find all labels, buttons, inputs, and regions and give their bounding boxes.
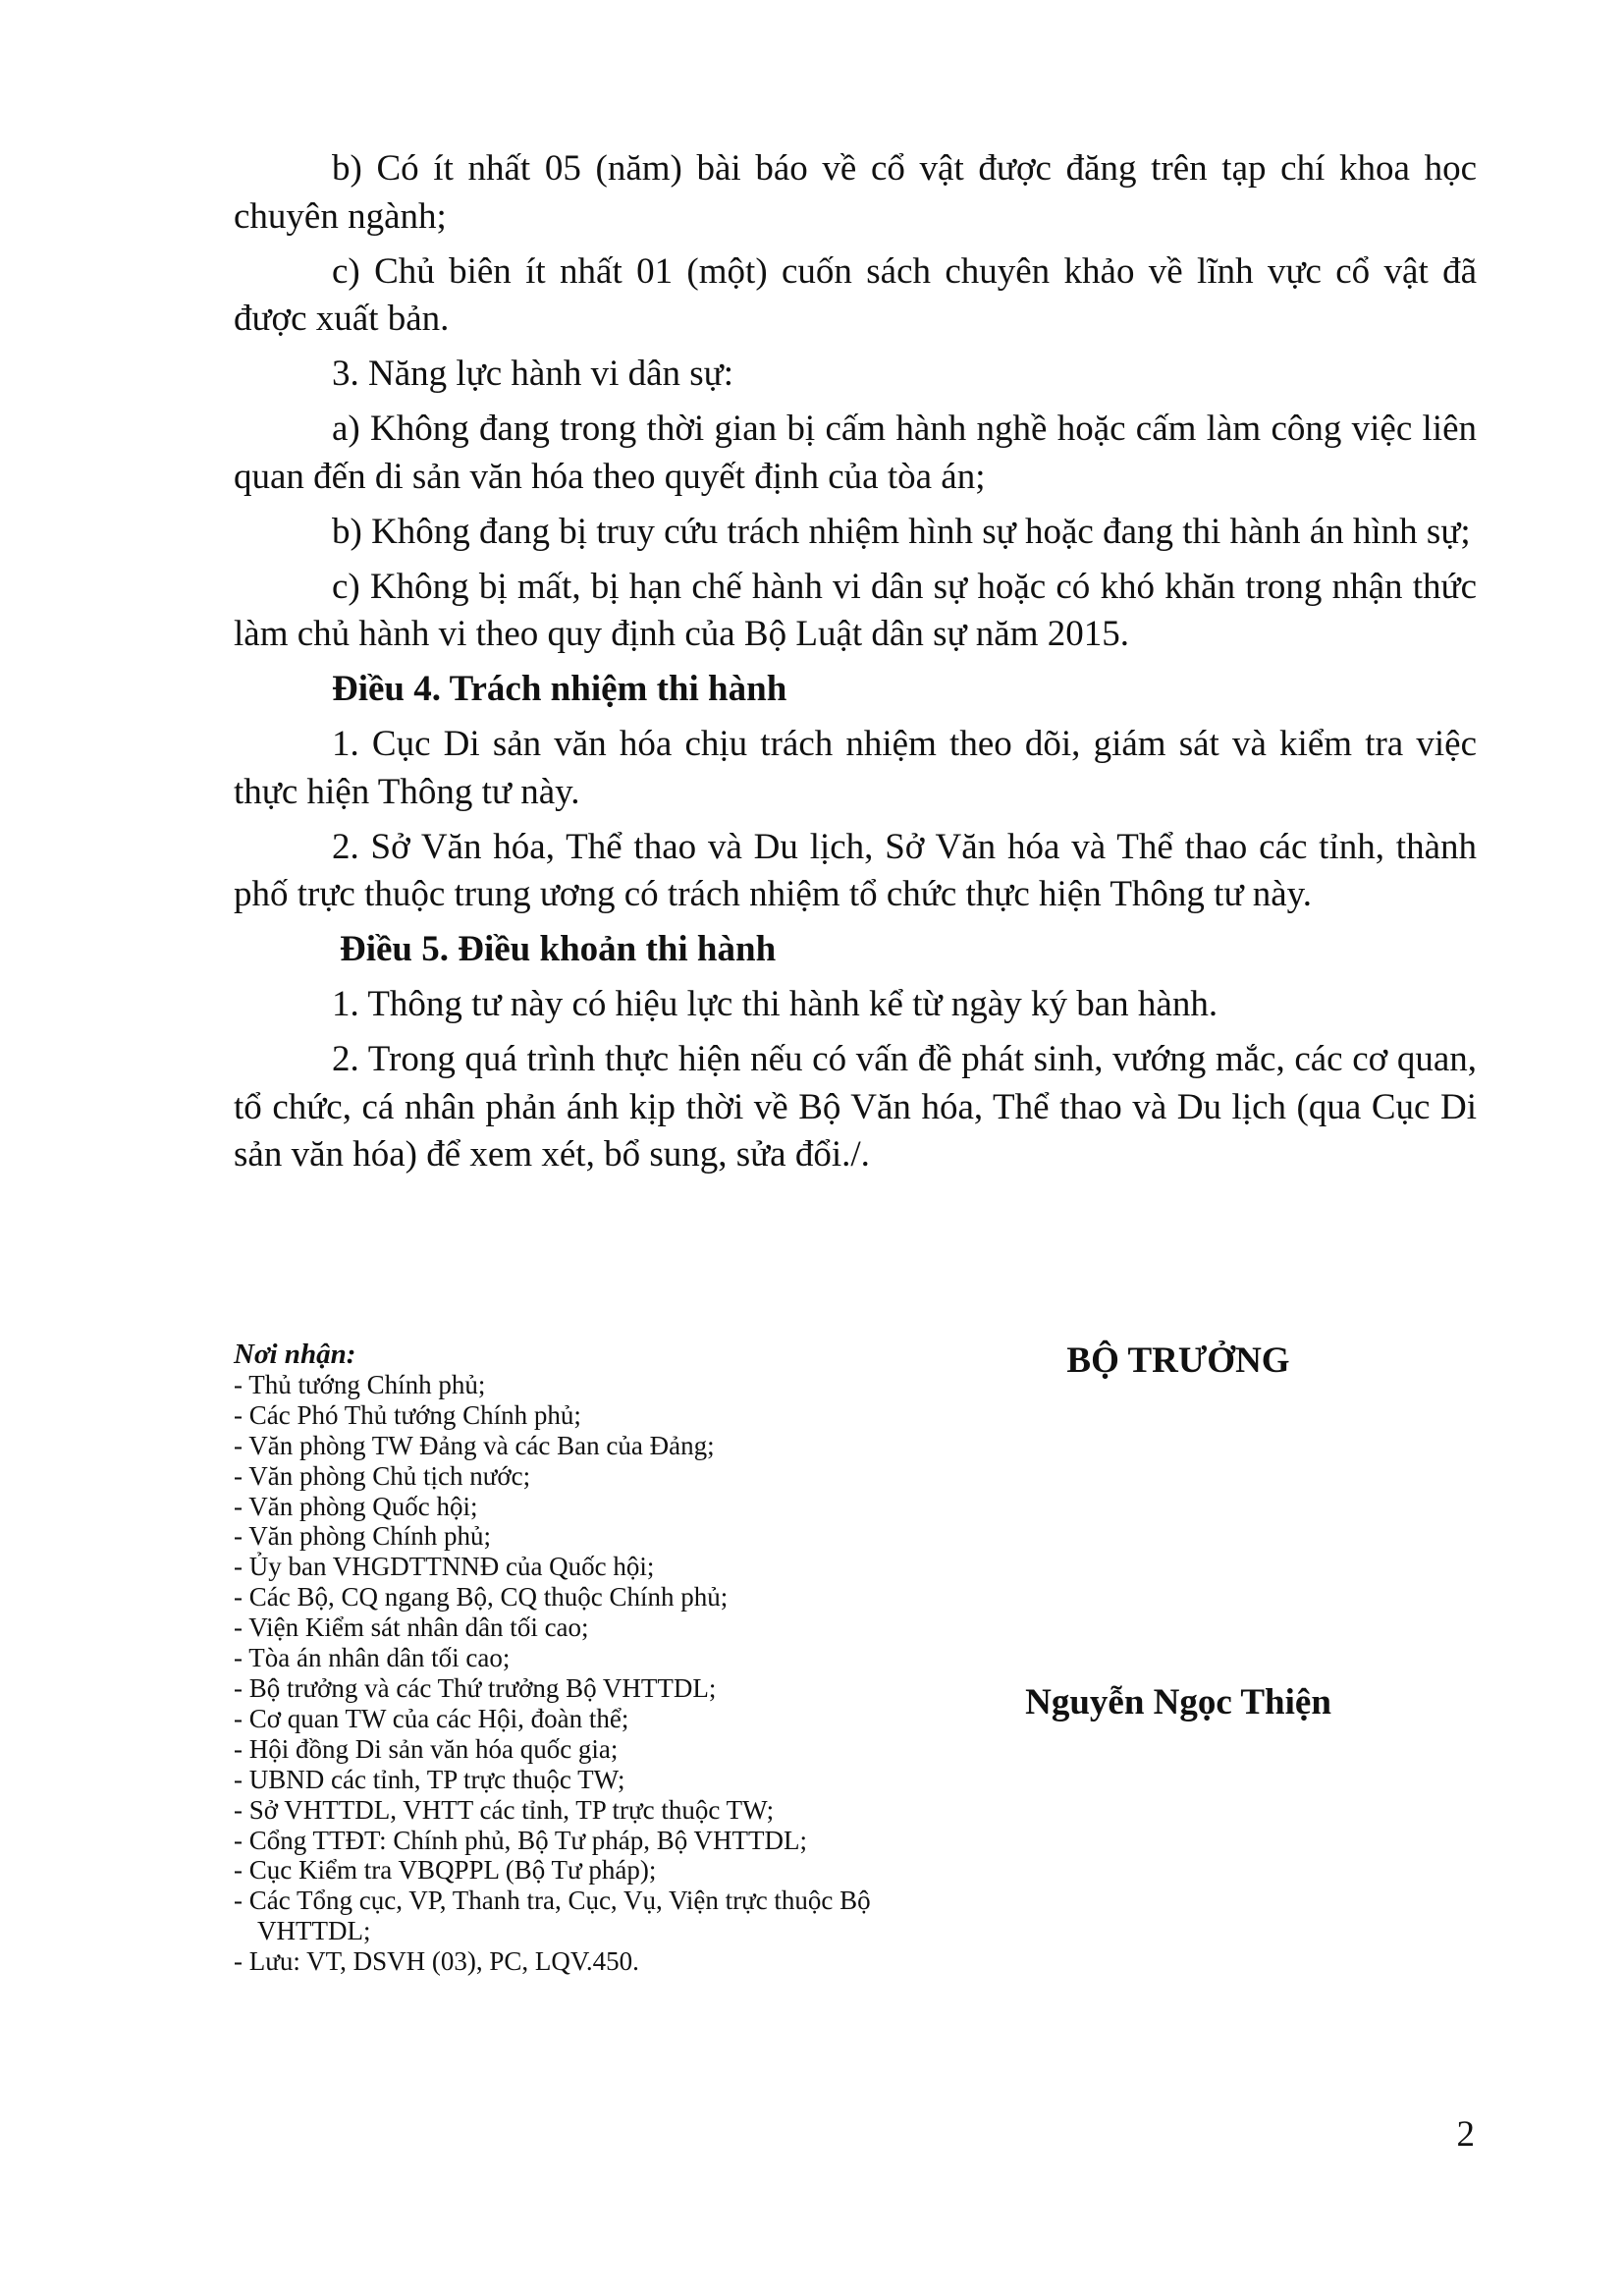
paragraph-3a: a) Không đang trong thời gian bị cấm hành nghề hoặc cấm làm công việc liên quan đến di sản văn hóa theo quyết định của tòa án; [234, 409, 1477, 497]
article-5-clause-1: 1. Thông tư này có hiệu lực thi hành kể từ ngày ký ban hành. [332, 984, 1218, 1024]
paragraph-3b: b) Không đang bị truy cứu trách nhiệm hình sự hoặc đang thi hành án hình sự; [332, 511, 1471, 552]
recipient-item: - Bộ trưởng và các Thứ trưởng Bộ VHTTDL; [234, 1672, 717, 1703]
recipient-item: - Văn phòng Quốc hội; [234, 1491, 478, 1521]
recipient-item: - Các Tổng cục, VP, Thanh tra, Cục, Vụ, Viện trực thuộc Bộ VHTTDL; [234, 1886, 871, 1946]
recipient-item: - Hội đồng Di sản văn hóa quốc gia; [234, 1733, 619, 1764]
article-4-clause-1: 1. Cục Di sản văn hóa chịu trách nhiệm theo dõi, giám sát và kiểm tra việc thực hiện Thông tư này. [234, 724, 1477, 812]
recipients-title: Nơi nhận: [234, 1339, 356, 1370]
article-4-heading: Điều 4. Trách nhiệm thi hành [332, 669, 787, 709]
article-4-clause-2: 2. Sở Văn hóa, Thể thao và Du lịch, Sở Văn hóa và Thể thao các tỉnh, thành phố trực thuộc trung ương có trách nhiệm tổ chức thực hiện Thông tư này. [234, 826, 1477, 914]
recipient-item: - UBND các tỉnh, TP trực thuộc TW; [234, 1764, 625, 1794]
recipient-item: - Sở VHTTDL, VHTT các tỉnh, TP trực thuộc TW; [234, 1794, 775, 1825]
recipient-item: - Tòa án nhân dân tối cao; [234, 1643, 511, 1673]
paragraph-2b: b) Có ít nhất 05 (năm) bài báo về cổ vật được đăng trên tạp chí khoa học chuyên ngành; [234, 148, 1477, 237]
recipient-item: - Các Phó Thủ tướng Chính phủ; [234, 1399, 581, 1430]
article-5-clause-2: 2. Trong quá trình thực hiện nếu có vấn đề phát sinh, vướng mắc, các cơ quan, tổ chức, cá nhân phản ánh kịp thời về Bộ Văn hóa, Thể thao và Du lịch (qua Cục Di sản văn hóa) để xem xét, bổ sung, sửa đổi./. [234, 1039, 1477, 1175]
recipient-item: - Viện Kiểm sát nhân dân tối cao; [234, 1613, 589, 1643]
paragraph-2c: c) Chủ biên ít nhất 01 (một) cuốn sách chuyên khảo về lĩnh vực cổ vật đã được xuất bản. [234, 250, 1477, 339]
paragraph-3: 3. Năng lực hành vi dân sự: [332, 354, 734, 394]
recipient-item: - Thủ tướng Chính phủ; [234, 1369, 486, 1399]
recipient-item: - Lưu: VT, DSVH (03), PC, LQV.450. [234, 1946, 639, 1977]
recipient-item: - Ủy ban VHGDTTNNĐ của Quốc hội; [234, 1552, 655, 1582]
recipient-item: - Văn phòng Chủ tịch nước; [234, 1460, 531, 1491]
paragraph-3c: c) Không bị mất, bị hạn chế hành vi dân sự hoặc có khó khăn trong nhận thức làm chủ hành vi theo quy định của Bộ Luật dân sự năm 2015. [234, 566, 1477, 654]
recipient-item: - Văn phòng TW Đảng và các Ban của Đảng; [234, 1430, 715, 1460]
recipient-item: - Cơ quan TW của các Hội, đoàn thể; [234, 1703, 629, 1733]
recipient-item: - Các Bộ, CQ ngang Bộ, CQ thuộc Chính phủ; [234, 1582, 729, 1613]
recipient-item: - Văn phòng Chính phủ; [234, 1521, 491, 1552]
recipient-item: - Cục Kiểm tra VBQPPL (Bộ Tư pháp); [234, 1855, 657, 1886]
signature-title: BỘ TRƯỞNG [1066, 1340, 1290, 1381]
recipients-block [234, 1339, 921, 1977]
signer-name: Nguyễn Ngọc Thiện [1025, 1682, 1331, 1722]
document-body [234, 145, 1477, 1186]
page-number: 2 [1456, 2114, 1475, 2155]
article-5-heading: Điều 5. Điều khoản thi hành [340, 929, 777, 969]
recipient-item: - Cổng TTĐT: Chính phủ, Bộ Tư pháp, Bộ VHTTDL; [234, 1825, 808, 1855]
